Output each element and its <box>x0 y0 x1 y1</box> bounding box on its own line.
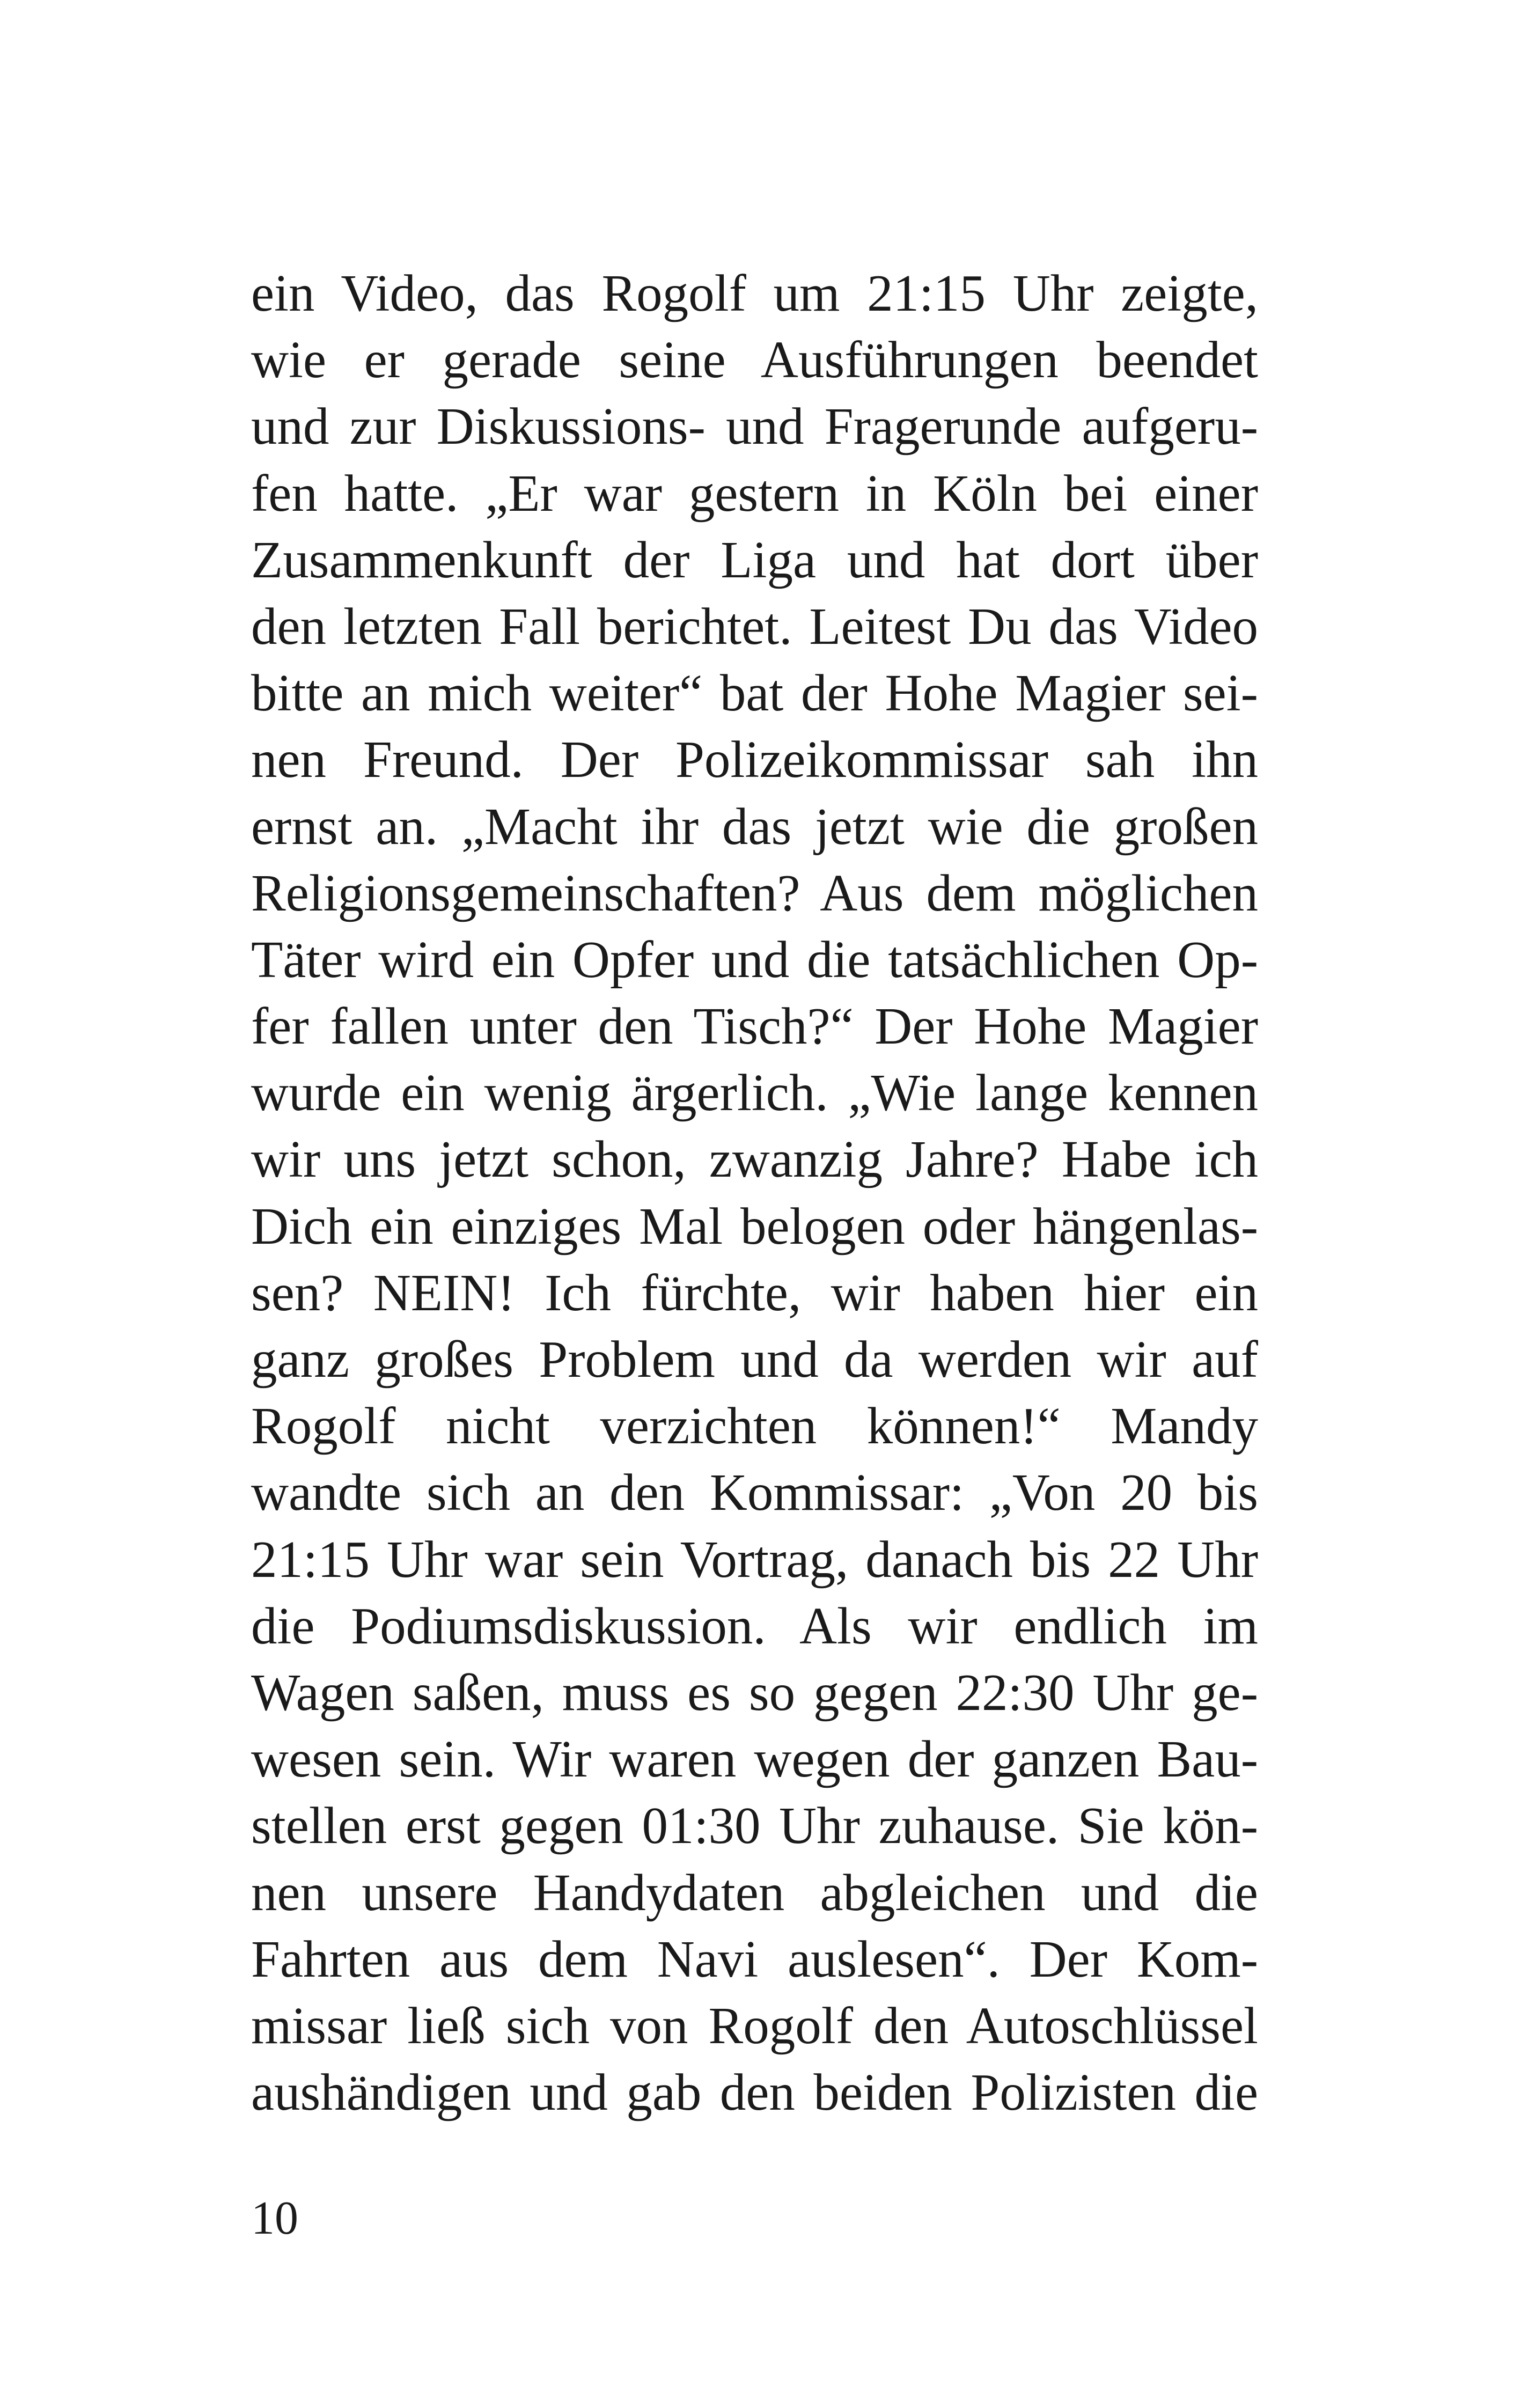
text-line: die Podiumsdiskussion. Als wir endlich im <box>251 1597 1258 1655</box>
text-line: fen hatte. „Er war gestern in Köln bei einer <box>251 464 1258 522</box>
text-line: missar ließ sich von Rogolf den Autoschlüssel <box>251 1996 1258 2054</box>
text-line: Täter wird ein Opfer und die tatsächlichen Op- <box>251 930 1258 988</box>
text-line: nen Freund. Der Polizeikommissar sah ihn <box>251 731 1258 789</box>
text-line: wir uns jetzt schon, zwanzig Jahre? Habe ich <box>251 1130 1258 1188</box>
body-text <box>251 260 1258 2126</box>
text-line: wesen sein. Wir waren wegen der ganzen Bau- <box>251 1730 1258 1788</box>
text-line: stellen erst gegen 01:30 Uhr zuhause. Sie kön- <box>251 1797 1258 1855</box>
text-line: bitte an mich weiter“ bat der Hohe Magier sei- <box>251 664 1258 722</box>
text-line: ganz großes Problem und da werden wir auf <box>251 1331 1258 1388</box>
page-number: 10 <box>251 2192 298 2244</box>
text-line: Fahrten aus dem Navi auslesen“. Der Kom- <box>251 1930 1258 1988</box>
text-line: Dich ein einziges Mal belogen oder hängenlas- <box>251 1197 1258 1255</box>
text-line: wurde ein wenig ärgerlich. „Wie lange kennen <box>251 1064 1258 1122</box>
text-line: aushändigen und gab den beiden Polizisten die <box>251 2064 1258 2121</box>
text-line: Rogolf nicht verzichten können!“ Mandy <box>251 1397 1258 1455</box>
text-line: sen? NEIN! Ich fürchte, wir haben hier ein <box>251 1264 1258 1322</box>
text-line: wandte sich an den Kommissar: „Von 20 bis <box>251 1464 1258 1522</box>
text-line: Wagen saßen, muss es so gegen 22:30 Uhr ge- <box>251 1663 1258 1721</box>
text-line: 21:15 Uhr war sein Vortrag, danach bis 22 Uhr <box>251 1530 1258 1588</box>
text-line: ernst an. „Macht ihr das jetzt wie die großen <box>251 797 1258 855</box>
text-line: ein Video, das Rogolf um 21:15 Uhr zeigte, <box>251 265 1258 322</box>
text-line: den letzten Fall berichtet. Leitest Du das Video <box>251 597 1258 655</box>
text-line: Religionsgemeinschaften? Aus dem möglichen <box>251 864 1258 922</box>
text-line: wie er gerade seine Ausführungen beendet <box>251 331 1258 389</box>
text-line: und zur Diskussions- und Fragerunde aufgeru- <box>251 398 1258 456</box>
text-line: fer fallen unter den Tisch?“ Der Hohe Magier <box>251 997 1258 1055</box>
text-line: nen unsere Handydaten abgleichen und die <box>251 1863 1258 1921</box>
text-line: Zusammenkunft der Liga und hat dort über <box>251 531 1258 589</box>
